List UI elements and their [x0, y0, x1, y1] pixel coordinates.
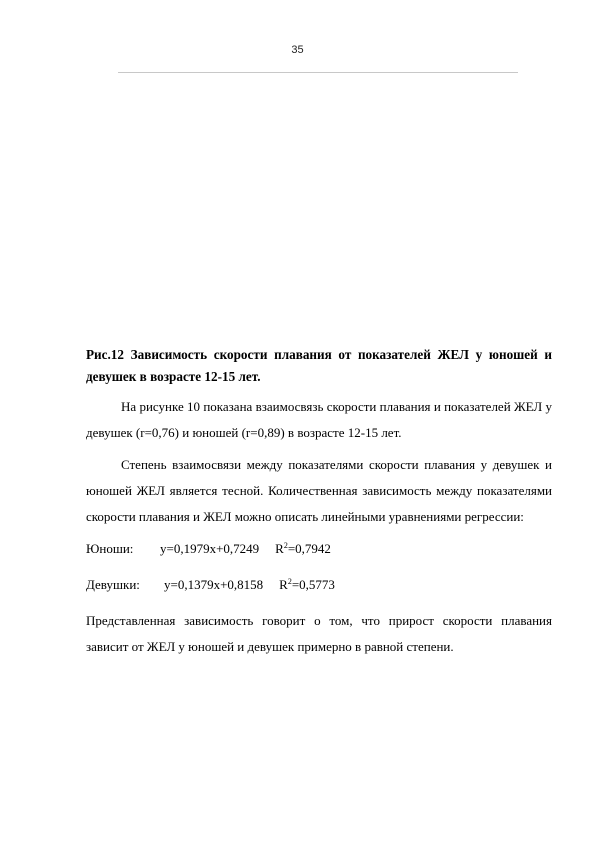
- equation-girls-formula: y=0,1379x+0,8158: [164, 577, 264, 592]
- equation-girls-label: Девушки:: [86, 577, 140, 592]
- equation-girls: [86, 572, 552, 598]
- equation-girls-r2-value: =0,5773: [291, 577, 335, 592]
- equation-boys-r2-value: =0,7942: [287, 541, 331, 556]
- equation-boys: [86, 536, 552, 562]
- paragraph-correlation: На рисунке 10 показана взаимосвязь скорости плавания и показателей ЖЕЛ у девушек (r=0,76) и юношей (r=0,89) в возрасте 12-15 лет.: [86, 399, 552, 440]
- equation-boys-r2-symbol: R: [275, 541, 284, 556]
- equation-boys-label: Юноши:: [86, 541, 134, 556]
- figure-caption: Рис.12 Зависимость скорости плавания от показателей ЖЕЛ у юношей и девушек в возрасте 12-15 лет.: [86, 347, 552, 384]
- equation-girls-r2-symbol: R: [279, 577, 288, 592]
- page-number: 35: [291, 44, 304, 56]
- equation-girls-r2-exponent: 2: [287, 577, 292, 586]
- header-divider: [118, 72, 518, 73]
- paragraph-conclusion: Представленная зависимость говорит о том, что прирост скорости плавания зависит от ЖЕЛ у юношей и девушек примерно в равной степени.: [86, 613, 552, 654]
- equation-boys-formula: y=0,1979x+0,7249: [160, 541, 260, 556]
- equation-boys-r2-exponent: 2: [283, 541, 288, 550]
- paragraph-regression-intro: Степень взаимосвязи между показателями скорости плавания у девушек и юношей ЖЕЛ является тесной. Количественная зависимость между показателями скорости плавания и ЖЕЛ можно описать линейными уравнениями регрессии:: [86, 457, 552, 524]
- figure-placeholder: [88, 80, 552, 338]
- body-text: [86, 344, 552, 666]
